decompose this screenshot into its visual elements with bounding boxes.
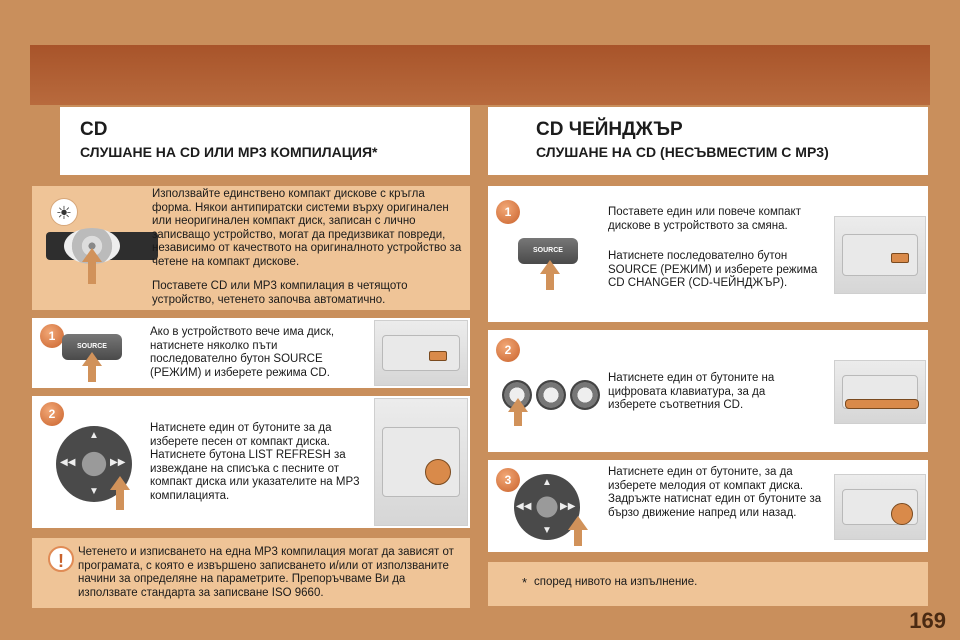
right-step2-panel xyxy=(488,330,928,452)
left-insert-text: Поставете CD или MP3 компилация в четящото устройство, четенето започва автоматично. xyxy=(152,280,408,306)
cd-slot-image xyxy=(46,232,158,260)
source-button-image: SOURCE xyxy=(62,334,122,360)
radio-photo xyxy=(834,360,926,424)
right-subtitle: СЛУШАНЕ НА CD (НЕСЪВМЕСТИМ С MP3) xyxy=(536,144,829,160)
rewind-icon: ◀◀ xyxy=(516,501,532,512)
warning-icon: ! xyxy=(48,546,74,572)
arrow-up-icon xyxy=(82,248,102,262)
radio-face xyxy=(382,335,459,371)
radio-photo xyxy=(374,320,468,386)
left-header xyxy=(60,107,470,175)
arrow-up-icon xyxy=(110,476,130,490)
arrow-stem xyxy=(116,490,124,510)
rewind-icon: ◀◀ xyxy=(60,457,76,468)
down-arrow-icon: ▼ xyxy=(542,525,552,536)
left-step2-panel xyxy=(32,396,470,528)
right-step1-text-b: Натиснете последователно бутон SOURCE (РЕЖИМ) и изберете режима CD CHANGER (CD-ЧЕЙНДЖЪР). xyxy=(608,250,818,289)
arrow-up-icon xyxy=(82,352,102,366)
right-title: CD ЧЕЙНДЖЪР xyxy=(536,119,683,140)
forward-icon: ▶▶ xyxy=(560,501,576,512)
left-warning-panel xyxy=(32,538,470,608)
right-step3-text: Натиснете един от бутоните, за да изберете мелодия от компакт диска. Задръжте натиснат един от бутоните за бързо движение напред или назад. xyxy=(608,466,822,519)
right-step3-panel xyxy=(488,460,928,552)
step1-badge: 1 xyxy=(496,200,520,224)
left-warning-text: Четенето и изписването на една MP3 компилация могат да зависят от програмата, с която е извършено записването и/или от използваните начини за определяне на параметрите. Препоръчваме Ви да използвате стандарта за записване ISO 9660. xyxy=(78,546,454,599)
left-step2-text: Натиснете един от бутоните за да изберете песен от компакт диска. Натиснете бутона LIST REFRESH за извеждане на списъка с песните от компакт диска или указателите на MP3 компилацията. xyxy=(150,422,360,502)
right-step2-text: Натиснете един от бутоните на цифровата клавиатура, за да изберете съответния CD. xyxy=(608,372,775,411)
arrow-up-icon xyxy=(508,398,528,412)
left-step1-text: Ако в устройството вече има диск, натиснете няколко пъти последователно бутон SOURCE (РЕЖИМ) и изберете режима CD. xyxy=(150,326,335,379)
number-keys-highlight xyxy=(845,399,919,409)
step1-badge: 1 xyxy=(40,324,64,348)
left-info-panel xyxy=(32,186,470,310)
left-title: CD xyxy=(80,119,108,140)
radio-photo xyxy=(834,216,926,294)
right-footnote-panel xyxy=(488,562,928,606)
right-step1-text-a: Поставете един или повече компакт дискове в устройството за смяна. xyxy=(608,206,801,232)
footnote-text: според нивото на изпълнение. xyxy=(534,576,698,588)
arrow-up-icon xyxy=(540,260,560,274)
radio-photo xyxy=(374,398,468,526)
arrow-stem xyxy=(546,274,554,290)
source-button-highlight xyxy=(891,253,909,263)
up-arrow-icon: ▲ xyxy=(89,430,99,441)
arrow-stem xyxy=(574,530,582,546)
step3-badge: 3 xyxy=(496,468,520,492)
source-button-image: SOURCE xyxy=(518,238,578,264)
up-arrow-icon: ▲ xyxy=(542,477,552,488)
dpad-highlight xyxy=(425,459,451,485)
radio-face xyxy=(382,427,459,498)
page-number: 169 xyxy=(909,608,946,633)
forward-icon: ▶▶ xyxy=(110,457,126,468)
arrow-stem xyxy=(514,412,522,426)
radio-photo xyxy=(834,474,926,540)
left-subtitle: СЛУШАНЕ НА CD ИЛИ MP3 КОМПИЛАЦИЯ* xyxy=(80,144,378,160)
number-button-icon xyxy=(570,380,600,410)
right-step1-panel xyxy=(488,186,928,322)
footnote-star: * xyxy=(522,575,528,590)
arrow-stem xyxy=(88,262,96,284)
down-arrow-icon: ▼ xyxy=(89,486,99,497)
sun-icon: ☀ xyxy=(50,198,78,226)
arrow-stem xyxy=(88,366,96,382)
source-button-highlight xyxy=(429,351,447,361)
step2-badge: 2 xyxy=(40,402,64,426)
step2-badge: 2 xyxy=(496,338,520,362)
right-header xyxy=(488,107,928,175)
left-step1-panel xyxy=(32,318,470,388)
dpad-highlight xyxy=(891,503,913,525)
number-button-icon xyxy=(536,380,566,410)
top-band xyxy=(30,45,930,105)
left-info-text: Използвайте единствено компакт дискове с кръгла форма. Някои антипиратски системи върху оригинален или неоригинален компакт диск, записан с лично записващо устройство, могат да предизвикат повреди, независимо от качеството на оригиналното устройство за четене на компакт дискове. xyxy=(152,188,462,268)
arrow-up-icon xyxy=(568,516,588,530)
dpad-icon xyxy=(514,474,580,540)
